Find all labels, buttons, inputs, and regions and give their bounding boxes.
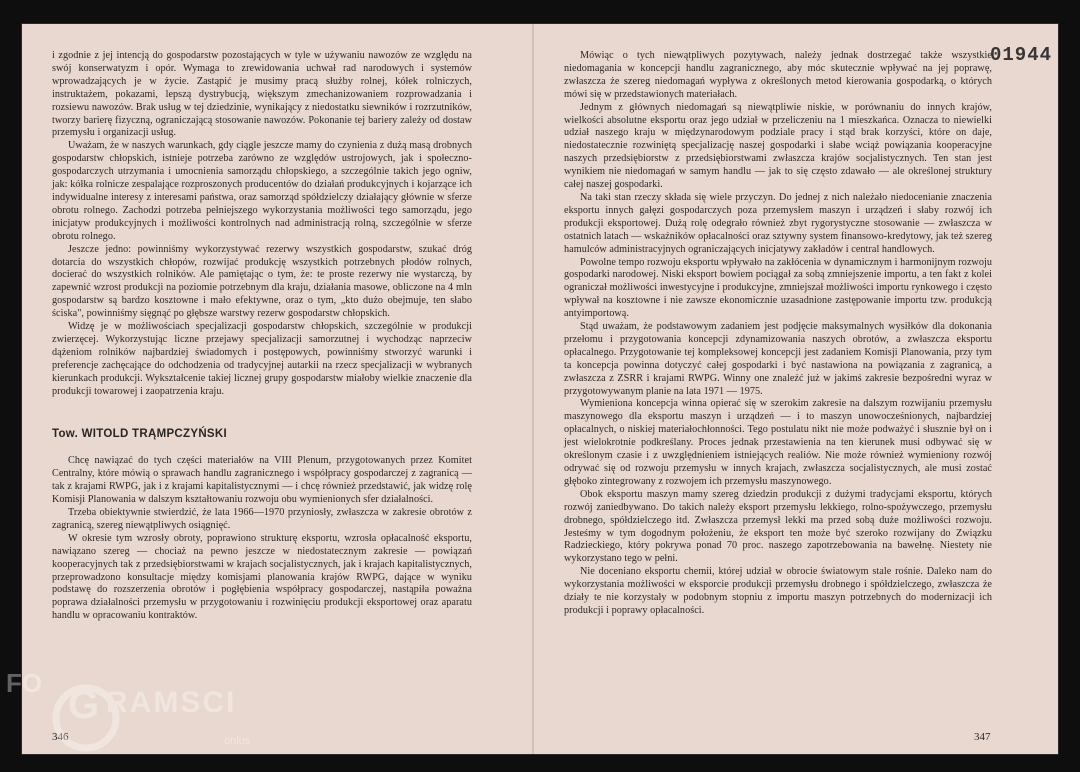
left-paragraph-5: Chcę nawiązać do tych części materiałów na VIII Plenum, przygotowanych przez Komitet Centralny, które mówią o sprawach handlu zagranicznego i współpracy gospodarczej z zagranicą — tak z krajami RWPG, jak i z krajami kapitalistycznymi — i chcę również przedstawić, jak widzę rolę Komisji Planowania w dalszym kształtowaniu rozwoju obu wymienionych sfer działalności. [52,455,472,506]
left-page [52,50,472,623]
right-paragraph-6: Wymieniona koncepcja winna opierać się w szerokim zakresie na dalszym rozwijaniu przemysłu maszynowego dla eksportu maszyn i urządzeń — i to maszyn unowocześnionych, najbardziej opłacalnych, o niskiej materiałochłonności. Tego postulatu nikt nie może podważyć i słusznie był on i jest wielokrotnie podkreślany. Proces jednak przestawienia na ten kierunek musi odbywać się w określonym czasie i z uwzględnieniem istniejących realiów. Nie może również wymieniony rozwój odrywać się od rozwoju przemysłu w innych krajach, zwłaszcza socjalistycznych, ale musi zostać głęboko zintegrowany z rozwojem ich przemysłu maszynowego. [564,398,992,487]
right-paragraph-2: Jednym z głównych niedomagań są niewątpliwie niskie, w porównaniu do innych krajów, wielkości absolutne eksportu oraz jego udział w przeliczeniu na 1 mieszkańca. Oznacza to niewielki udział naszego kraju w międzynarodowym podziale pracy i stąd brak korzyści, które on daje, niedostatecznie rozwiniętą specjalizację naszej gospodarki i słabe wciąż powiązania kooperacyjne naszych przedsiębiorstw z przedsiębiorstwami zwłaszcza krajów socjalistycznych. Ten stan jest wynikiem nie niedomagań w samym handlu — jak to się często zdawało — ale określonej struktury całej naszej gospodarki. [564,101,992,191]
svg-text:onlus: onlus [224,735,251,747]
right-paragraph-5: Stąd uważam, że podstawowym zadaniem jest podjęcie maksymalnych wysiłków dla dokonania przełomu i przygotowania koncepcji zdynamizowania naszych obrotów, a zwłaszcza eksportu opłacalnego. Przygotowanie tej kompleksowej koncepcji jest zadaniem Komisji Planowania, przy tym ta koncepcja powinna dotyczyć całej gospodarki i być nastawiona na powiązania z zagranicą, a zwłaszcza z ZSRR i krajami RWPG. Winny one znaleźć już w jakimś zakresie bezpośredni wyraz w przygotowywanym planie na lata 1971 — 1975. [564,321,992,397]
left-paragraph-7: W okresie tym wzrosły obroty, poprawiono strukturę eksportu, wzrosła opłacalność eksportu, nawiązano szereg — chociaż na pewno jeszcze w niedostatecznym zakresie — powiązań kooperacyjnych tak z przedsiębiorstwami w krajach socjalistycznych, jak i krajach kapitalistycznych, przeprowadzono konsultacje między komisjami planowania krajów RWPG, dające w wyniku podstawę do rozszerzenia obrotów i pogłębienia współpracy gospodarczej, nastąpiła poważna poprawa działalności przemysłu w przygotowaniu i rozwinięciu produkcji eksportowej oraz aparatu handlu w opracowaniu kontraktów. [52,532,472,622]
page-gutter [532,24,534,754]
right-paragraph-8: Nie doceniano eksportu chemii, której udział w obrocie światowym stale rośnie. Daleko nam do wykorzystania możliwości w eksporcie produkcji przemysłu drobnego i spółdzielczego, zwłaszcza że działy te nie korzystały w podobnym stopniu z importu maszyn potrzebnych do modernizacji ich produkcji i poprawy opłacalności. [564,566,992,616]
left-paragraph-6: Trzeba obiektywnie stwierdzić, że lata 1966—1970 przyniosły, zwłaszcza w zakresie obrotów z zagranicą, szereg niewątpliwych osiągnięć. [52,507,472,531]
svg-text:RAMSCI: RAMSCI [106,686,237,719]
right-paragraph-7: Obok eksportu maszyn mamy szereg dziedzin produkcji z dużymi tradycjami eksportu, których rozwój zaniedbywano. Do takich należy eksport przemysłu lekkiego, rolno-spożywczego, przemysłu drobnego, spółdzielczego itd. Zwłaszcza przemysł lekki ma przed sobą duże możliwości rozwoju. Jesteśmy w tym dogodnym położeniu, że eksport ten może być szeroko rozwijany do Związku Radzieckiego, który pokrywa ponad 70 proc. naszego zapotrzebowania na bawełnę. Niestety nie wykorzystano tego w pełni. [564,488,992,565]
speaker-heading: Tow. WITOLD TRĄMPCZYŃSKI [52,428,227,441]
right-paragraph-1: Mówiąc o tych niewątpliwych pozytywach, należy jednak dostrzegać także wszystkie niedomagania w koncepcji handlu zagranicznego, aby móc skutecznie wpływać na jej poprawę, zwłaszcza że szereg niedomagań wypływa z określonych metod kierowania gospodarką, o których mówi się w przedstawionych materiałach. [564,50,992,100]
book-spread [22,24,1058,754]
archive-number-stamp: 01944 [990,44,1053,66]
svg-text:G: G [68,683,100,727]
right-paragraph-4: Powolne tempo rozwoju eksportu wpływało na zakłócenia w dynamicznym i harmonijnym rozwoju gospodarki narodowej. Niski eksport bowiem pociągał za sobą zmniejszenie importu, a ten fakt z kolei ograniczał możliwości inwestycyjne i produkcyjne, zmniejszał możliwości importu rynkowego i często wpływał na kosztowne i nie zawsze ekonomicznie uzasadnione zastępowanie importu tzw. produkcją antyimportową. [564,256,992,320]
left-paragraph-1: i zgodnie z jej intencją do gospodarstw pozostających w tyle w używaniu nawozów ze względu na swój konserwatyzm i opór. Wymaga to zrewidowania uchwał rad narodowych i systemów wprowadzających je w życie. Zastąpić je musimy pracą służby rolnej, kółek rolniczych, instruktażem, pokazami, lepszą dystrybucją, większym zmechanizowaniem rozprowadzania i rozsiewu nawozów. Brak usług w tej dziedzinie, wynikający z niedostatku siewników i rozrzutników, tworzy barierę fizyczną, ograniczającą stosowanie nawozów. Pokonanie tej bariery zależy od dostaw przemysłu i organizacji usług. [52,50,472,139]
left-paragraph-4: Widzę je w możliwościach specjalizacji gospodarstw chłopskich, szczególnie w produkcji zwierzęcej. Wykorzystując liczne przejawy specjalizacji samorzutnej i wychodząc naprzeciw dążeniom rolników najbardziej świadomych i postępowych, powinniśmy stworzyć warunki i preferencje zachęcające do odchodzenia od tradycyjnej autarkii na rzecz specjalizacji w wybranych kierunkach produkcji. Wykształcenie takiej licznej grupy gospodarstw miałoby wielkie znaczenie dla produkcji towarowej i zaopatrzenia kraju. [52,321,472,397]
svg-text:FO: FO [6,668,43,698]
left-paragraph-2: Uważam, że w naszych warunkach, gdy ciągle jeszcze mamy do czynienia z dużą masą drobnych gospodarstw chłopskich, istnieje potrzeba zarówno ze względów ustrojowych, jak i społeczno-gospodarczych utrzymania i umocnienia samorządu chłopskiego, a szczególnie takich jego ogniw, jak: kółka rolnicze zespalające rozproszonych producentów do działań produkcyjnych i kojarzące ich indywidualne interesy z interesami państwa, oraz samorząd spółdzielczy działający głównie w sferze obrotu rolnego. Zachodzi potrzeba pełniejszego wykorzystania możliwości tego samorządu, jego inicjatyw produkcyjnych i możliwości kontrolnych nad administracją rolną, szczególnie w sferze obrotu rolnego. [52,140,472,242]
page-number-right: 347 [974,731,991,743]
right-paragraph-3: Na taki stan rzeczy składa się wiele przyczyn. Do jednej z nich należało niedocenianie znaczenia eksportu innych gałęzi gospodarczych poza przemysłem maszyn i urządzeń i słaby rozwój ich produkcji eksportowej. Dużą rolę odegrało również zbyt rygorystyczne stosowanie — zwłaszcza w ostatnich latach — wskaźników opłacalności oraz sztywny system finansowo-kredytowy, jak też szereg hamulców administracyjnych ograniczających inicjatywy zakładów i central handlowych. [564,191,992,255]
page-number-left: 346 [52,731,69,743]
left-paragraph-3: Jeszcze jedno: powinniśmy wykorzystywać rezerwy wszystkich gospodarstw, szukać dróg dotarcia do wszystkich chłopów, rozwijać produkcję wszystkich potrzebnych płodów rolnych, docierać do wszystkich rolników. Ale pamiętając o tym, że: te proste rezerwy nie wystarczą, by zapewnić wzrost produkcji na poziomie potrzebnym dla kraju, działania masowe, obliczone na 4 mln gospodarstw są bardzo kosztowne i mało efektywne, oraz o tym, „kto dużo obejmuje, ten słabo ściska", powinniśmy sięgnąć po głębsze warstwy rezerw gospodarstw chłopskich. [52,243,472,320]
right-page [564,50,992,618]
